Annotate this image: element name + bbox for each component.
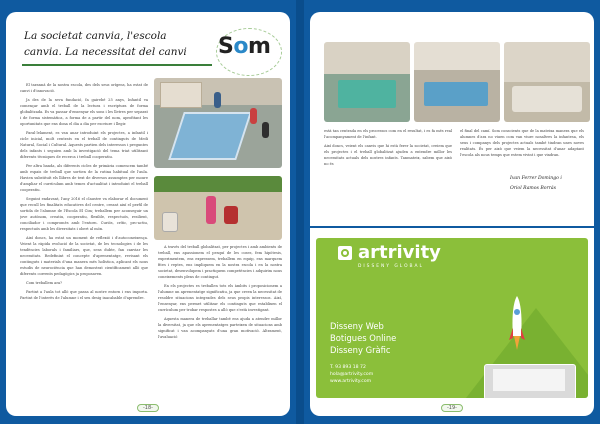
child-figure (250, 108, 257, 124)
right-page (310, 12, 594, 416)
activity-photo-1 (324, 42, 410, 122)
child-figure (224, 206, 238, 224)
child-figure (214, 92, 221, 108)
page-number: -19- (310, 404, 594, 412)
service-item: Disseny Gràfic (330, 345, 391, 355)
paragraph: En els projectes es treballen tots els àmbits i proposicionem a l'alumne un aprenentatge significatiu, ja que creen la necessitat de resoldre situacions integrades dels seus propis interessos. Així, l'ensenyar, ens permet utilitzar els continguts que establixen el currículum per trobar respostes a allò que s'està investigant. (158, 284, 282, 312)
author-signature-1: Ivan Ferrer Domingo i (510, 176, 562, 181)
contact-info (330, 364, 373, 385)
paragraph: està tan centrada en els processos com en el resultat, i es fa més real l'acompanyament de l'infant. (324, 129, 452, 139)
email-address[interactable]: hola@artrivity.com (330, 372, 374, 377)
paragraph: Seguint endavant, l'any 2016 el claustre va elaborar el document que recull les finalitats educatives del centre, creant així el perfil de sortida de l'alumne de l'Escola El Cim; treballem per aconseguir un jove autònom, creatiu, cooperatiu, flexible, respectuós, resilient, conciliador i compromès amb l'entorn. Curiós, crític, pro-actiu, respectuós amb les diversitats i obert al món. (20, 197, 148, 231)
child-figure (206, 196, 216, 224)
paragraph: Ja des de la seva fundació, fa gairebé 25 anys, Infantil va començar amb el treball de la lectura i escriptura de forma globalitzada. Es va passar d'ensenyar els sons i les lletres per separat i de forma sistemàtica, a forma de a partir del nom, aprofitant les oportunitats que ens dona el dia a dia per escriure i llegir. (20, 98, 148, 126)
paragraph: Per altra banda, als diferents cicles de primària comencem també amb espais de treball que sortien de la rutina habitual de l'aula. Havien substituït els llibres de text de diversos assumptes per moure d'ampliar el currículum amb temes d'actualitat i introduint el treball cooperatiu. (20, 164, 148, 192)
classroom-photo-1 (154, 78, 282, 168)
paragraph: Partint a l'aula tot allò que passa al nostre entorn i ens importa. Partint de l'interès de l'alumne i el seu desig inacabable d'aprendre. (20, 290, 148, 300)
paragraph: Aquesta manera de treballar també ens ajuda a atendre millor la diversitat, ja que els aprenentatges parteixen de situacions amb significat i van acompanyats d'una gran motivació. Altrament, l'avaluació (158, 317, 282, 339)
artrivity-logo-icon (338, 246, 352, 260)
brand-tagline: DISSENY GLOBAL (358, 264, 424, 269)
blanket (512, 86, 582, 112)
phone-number: T. 93 893 18 72 (330, 365, 366, 370)
article-title-line2: canvia. La necessitat del canvi (24, 46, 187, 58)
som-logo (214, 28, 284, 78)
paragraph: Així doncs, veient els canvis que hi està ferer la societat, creiem que els projectes i el treball globalitzat ajuden a entendre millor les necessitats actuals dels nostres infants. Tanmateix, sabem que això no és (324, 144, 452, 166)
activity-photo-3 (504, 42, 590, 122)
section-divider (310, 226, 594, 228)
paragraph: Així doncs, ha estat un moment de reflexió i d'autoconeixença. Veient la ràpida evolució de la societat, de les tecnologies i de les tendències laborals i familiars, que, sens dubte, fan canviar les necessitats. Redefinint el concepte d'aprenentatge, revisant els continguts i materials d'una manera més holística, aplicant els nous estudis de neurociència que han demostrat científicament allò que diferents corrents pedagògics ja proposaven. (20, 236, 148, 276)
child-figure (262, 122, 269, 138)
title-underline (22, 64, 212, 66)
activity-photo-2 (414, 42, 500, 122)
left-column-2 (158, 244, 282, 386)
paper-sheet (162, 212, 178, 232)
service-item: Botigues Online (330, 333, 397, 343)
paragraph: Paral·lelament, es van anar introduint els projectes, a infantil i cicle inicial, molt centrats en el treball de continguts de Medi Natural, Social i Cultural. Aquests partien dels interessos i preguntes dels infants i seguien amb la investigació del tema triat utilitzant diferents tècniques de recerca i treball cooperatiu. (20, 131, 148, 159)
classroom-photo-2 (154, 176, 282, 240)
paragraph: El taranná de la nostra escola, des dels seus orígens, ha estat de canvi i d'innovació. (20, 83, 148, 93)
logo-text: Som (218, 34, 271, 59)
brand-name: artrivity (358, 242, 441, 263)
laptop-icon (484, 364, 576, 398)
services-list (330, 320, 396, 356)
paragraph: el final del camí. Som conscients que de la mateixa manera que els alumnes d'ara no viuen com van viure nosaltres la infantesa, els seus i companys dels projectes actuals també tindran unes noves realitats. És per això que veiem la necessitat d'anar adaptant l'escola als nous temps que estem vivint i que vindran. (460, 129, 584, 157)
left-page (6, 12, 290, 416)
floor-mat (168, 112, 252, 160)
author-signature-2: Oriol Ramos Borrás (510, 186, 556, 191)
wall-poster (160, 82, 202, 108)
left-column-1 (20, 82, 148, 384)
rocket-icon (508, 294, 526, 354)
table (424, 82, 488, 106)
article-title-line1: La societat canvia, l'escola (24, 30, 167, 42)
service-item: Disseny Web (330, 321, 384, 331)
paragraph: A través del treball globalitzat, per projectes i amb ambients de treball, ens apassionem el pesquí de les coses, fem hipòtesis, experimentem, ens expressem, treballem en equip, ens marquem fites i reptes, ens impliquem en la nostra escola i en la nostra societat, desenvolupem i practiquem competències i adquirim nous coneixements plens de contingut. (158, 245, 282, 279)
right-column-2 (460, 128, 584, 168)
website-link[interactable]: www.artrivity.com (330, 379, 372, 384)
artrivity-advertisement (316, 238, 588, 398)
paragraph: Com treballem ara? (26, 281, 63, 285)
right-column-1 (324, 128, 452, 220)
table (338, 80, 396, 108)
page-number: -18- (6, 404, 290, 412)
spread-gutter (296, 0, 304, 424)
